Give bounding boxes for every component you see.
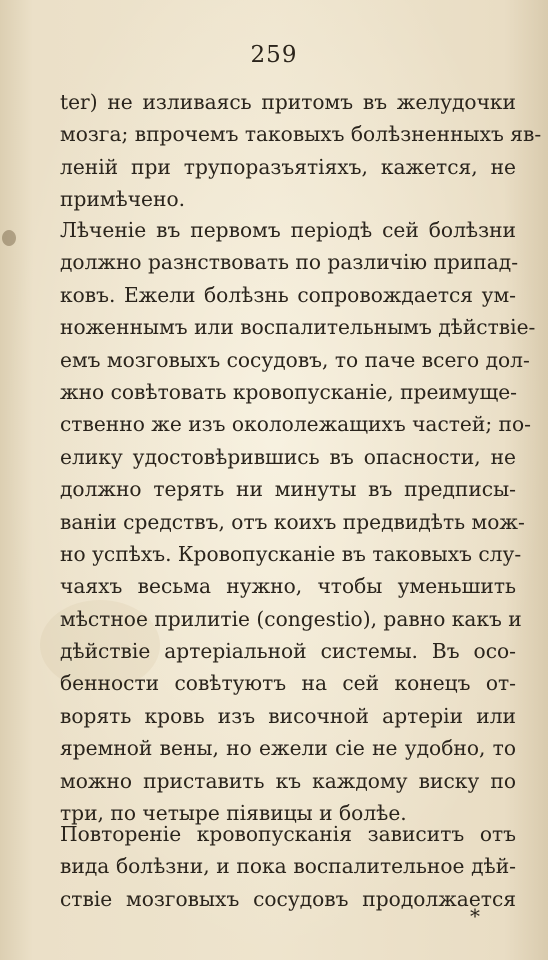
text-line: чаяхъ весьма нужно, чтобы уменьшить [60, 574, 516, 599]
text-line: ковъ. Ежели болѣзнь сопровождается ум- [60, 282, 516, 307]
text-line: ствіе мозговыхъ сосудовъ продолжается [60, 886, 516, 911]
page-number: 259 [250, 42, 298, 68]
text-line: ваніи средствъ, отъ коихъ предвидѣть мож- [60, 509, 525, 534]
text-line: можно приставить къ каждому виску по [60, 768, 516, 793]
text-line: яремной вены, но ежели сіе не удобно, то [60, 736, 516, 761]
text-line: дѣйствіе артеріальной системы. Въ осо- [60, 639, 516, 664]
text-line: примѣчено. [60, 187, 186, 212]
text-line: ственно же изъ окололежащихъ частей; по- [60, 412, 531, 437]
text-line: Повтореніе кровопусканія зависитъ отъ [60, 822, 516, 846]
text-line: леній при трупоразъятіяхъ, кажется, не [60, 154, 516, 179]
text-line: емъ мозговыхъ сосудовъ, то паче всего дол- [60, 347, 530, 372]
text-line: ter) не изливаясь притомъ въ желудочки [60, 90, 516, 114]
text-line: вида болѣзни, и пока воспалительное дѣй- [60, 854, 516, 879]
text-line: должно разнствовать по различію припад- [60, 250, 519, 275]
text-line: бенности совѣтуютъ на сей конецъ от- [60, 671, 516, 696]
text-line: елику удостовѣрившись въ опасности, не [60, 444, 516, 469]
text-line: ноженнымъ или воспалительнымъ дѣйствіе- [60, 315, 536, 340]
text-line: три, по четыре піявицы и болѣе. [60, 801, 407, 826]
text-line: мозга; впрочемъ таковыхъ болѣзненныхъ яв- [60, 122, 542, 147]
text-line: но успѣхъ. Кровопусканіе въ таковыхъ слу- [60, 541, 522, 566]
paragraph-1 [60, 86, 542, 216]
paper-stain [2, 230, 16, 246]
paragraph-2 [60, 214, 536, 829]
text-line: ворять кровь изъ височной артеріи или [60, 703, 516, 728]
text-line: Лѣченіе въ первомъ періодѣ сей болѣзни [60, 218, 516, 242]
signature-mark: * [470, 904, 480, 928]
text-line: мѣстное прилитіе (congestio), равно какъ и [60, 606, 522, 631]
text-line: должно терять ни минуты въ предписы- [60, 477, 516, 502]
text-line: жно совѣтовать кровопусканіе, преимуще- [60, 379, 517, 404]
paragraph-3 [60, 818, 516, 915]
